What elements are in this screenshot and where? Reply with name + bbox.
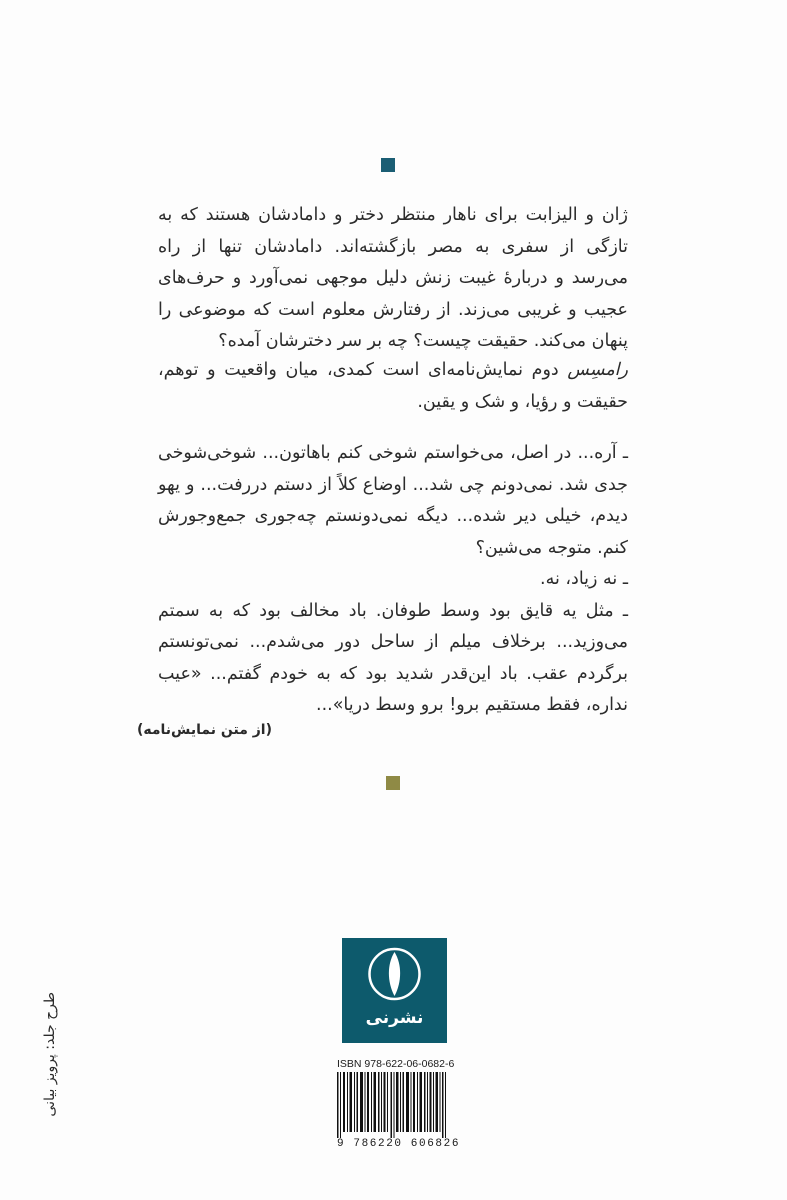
tagline-paragraph xyxy=(158,355,628,418)
barcode xyxy=(337,1072,447,1138)
tagline-text: دوم نمایش‌نامه‌ای است کمدی، میان واقعیت و توهم، حقیقت و رؤیا، و شک و یقین. xyxy=(158,360,628,412)
isbn-label: ISBN 978-622-06-0682-6 xyxy=(337,1058,455,1070)
excerpt-line: ـ مثل یه قایق بود وسط طوفان. باد مخالف بود که به سمتم می‌وزید... برخلاف میلم از ساحل دور می‌شدم... نمی‌تونستم برگردم عقب. باد این‌قدر شدید بود که به خودم گفتم... «عیب نداره، فقط مستقیم برو! برو وسط دریا»... xyxy=(158,600,628,715)
synopsis-text: ژان و الیزابت برای ناهار منتظر دختر و دامادشان هستند که به تازگی از سفری به مصر بازگشته‌اند. دامادشان تنها از راه می‌رسد و دربارهٔ غیبت زنش دلیل موجهی نمی‌آورد و حرف‌های عجیب و غریبی می‌زند. از رفتارش معلوم است که موضوعی را پنهان می‌کند. حقیقت چیست؟ چه بر سر دخترشان آمده؟ xyxy=(158,205,628,351)
publisher-logo xyxy=(342,938,447,1043)
excerpt-source: (از متن نمایش‌نامه) xyxy=(136,722,272,738)
publisher-name: نشرنی xyxy=(365,1008,424,1028)
play-title: رامسِس xyxy=(567,360,628,380)
barcode-number: 9 786220 606826 xyxy=(337,1138,461,1150)
excerpt-block xyxy=(158,438,628,722)
synopsis-paragraph xyxy=(158,200,628,358)
excerpt-line: ـ نه زیاد، نه. xyxy=(540,569,628,589)
bottom-square-ornament xyxy=(386,776,400,790)
excerpt-line: ـ آره... در اصل، می‌خواستم شوخی کنم باهاتون... شوخی‌شوخی جدی شد. نمی‌دونم چی شد... اوضاع کلاً از دستم دررفت... و یهو دیدم، خیلی دیر شده... دیگه نمی‌دونستم چه‌جوری جمع‌وجورش کنم. متوجه می‌شین؟ xyxy=(158,443,628,558)
cover-designer-credit: طرح جلد: پرویز بیانی xyxy=(42,992,58,1117)
top-square-ornament xyxy=(381,158,395,172)
